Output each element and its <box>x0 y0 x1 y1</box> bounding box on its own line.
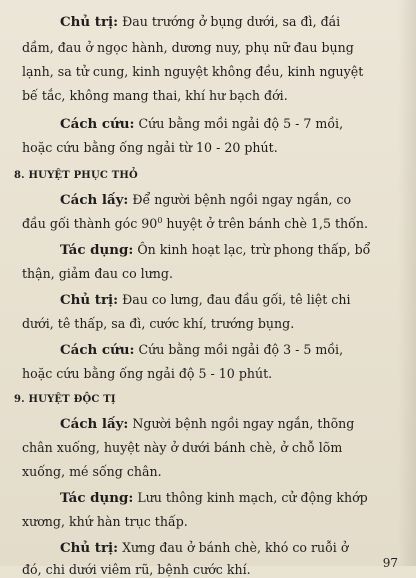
text-line <box>22 366 272 382</box>
page-gutter-shadow <box>398 0 416 566</box>
text-line <box>22 140 278 156</box>
line-text: lạnh, sa tử cung, kinh nguyệt không đều, kinh nguyệt <box>22 64 364 79</box>
text-line <box>22 514 188 530</box>
field-label: Cách lấy: <box>60 192 129 208</box>
field-text: Lưu thông kinh mạch, cử động khớp <box>133 490 368 505</box>
section-heading: 9. HUYỆT ĐỘC TỊ <box>14 394 116 405</box>
text-line <box>22 216 368 232</box>
line-text: đó, chi dưới viêm rũ, bệnh cước khí. <box>22 562 251 577</box>
degree-superscript: 0 <box>157 215 163 225</box>
field-label: Chủ trị: <box>60 14 119 30</box>
field-text: Ôn kinh hoạt lạc, trừ phong thấp, bổ <box>133 242 371 257</box>
line-text: huyệt ở trên bánh chè 1,5 thốn. <box>162 216 368 231</box>
line-text: dưới, tê thấp, sa đì, cước khí, trướng bụng. <box>22 316 295 331</box>
field-text: Để người bệnh ngồi ngay ngắn, co <box>128 192 352 207</box>
text-line <box>60 540 348 556</box>
line-text: xương, khứ hàn trục thấp. <box>22 514 188 529</box>
text-line <box>60 14 340 30</box>
line-text: dầm, đau ở ngọc hành, dương nuy, phụ nữ đau bụng <box>22 40 354 55</box>
field-label: Tác dụng: <box>60 490 134 506</box>
text-line <box>22 316 294 332</box>
line-text: đầu gối thành góc 90 <box>22 216 158 231</box>
text-line <box>22 440 342 456</box>
text-line <box>60 192 351 208</box>
line-text: chân xuống, huyệt này ở dưới bánh chè, ở chỗ lõm <box>22 440 343 455</box>
field-label: Cách cứu: <box>60 342 135 358</box>
text-line <box>22 464 162 480</box>
page-number: 97 <box>382 556 398 570</box>
text-line <box>22 40 354 56</box>
text-line <box>60 116 343 132</box>
text-line <box>22 562 251 578</box>
line-text: xuống, mé sống chân. <box>22 464 162 479</box>
field-label: Chủ trị: <box>60 540 119 556</box>
field-label: Tác dụng: <box>60 242 134 258</box>
text-line <box>60 416 354 432</box>
line-text: hoặc cứu bằng ống ngải từ 10 - 20 phút. <box>22 140 278 155</box>
field-label: Chủ trị: <box>60 292 119 308</box>
field-label: Cách lấy: <box>60 416 129 432</box>
text-line <box>22 266 173 282</box>
text-line <box>60 292 350 308</box>
line-text: thận, giảm đau co lưng. <box>22 266 173 281</box>
section-heading: 8. HUYỆT PHỤC THỎ <box>14 170 138 181</box>
text-line <box>60 242 370 258</box>
field-label: Cách cứu: <box>60 116 135 132</box>
line-text: bế tắc, không mang thai, khí hư bạch đới. <box>22 88 288 103</box>
field-text: Đau co lưng, đau đầu gối, tê liệt chi <box>118 292 351 307</box>
text-line <box>22 88 288 104</box>
field-text: Cứu bằng mồi ngải độ 5 - 7 mồi, <box>134 116 344 131</box>
text-line <box>60 490 368 506</box>
field-text: Xưng đau ở bánh chè, khó co ruỗi ở <box>118 540 349 555</box>
text-line <box>22 64 363 80</box>
field-text: Cứu bằng mồi ngải độ 3 - 5 mồi, <box>134 342 344 357</box>
text-line <box>60 342 343 358</box>
field-text: Đau trướng ở bụng dưới, sa đì, đái <box>118 14 341 29</box>
line-text: hoặc cứu bằng ống ngải độ 5 - 10 phút. <box>22 366 273 381</box>
field-text: Người bệnh ngồi ngay ngắn, thõng <box>128 416 355 431</box>
